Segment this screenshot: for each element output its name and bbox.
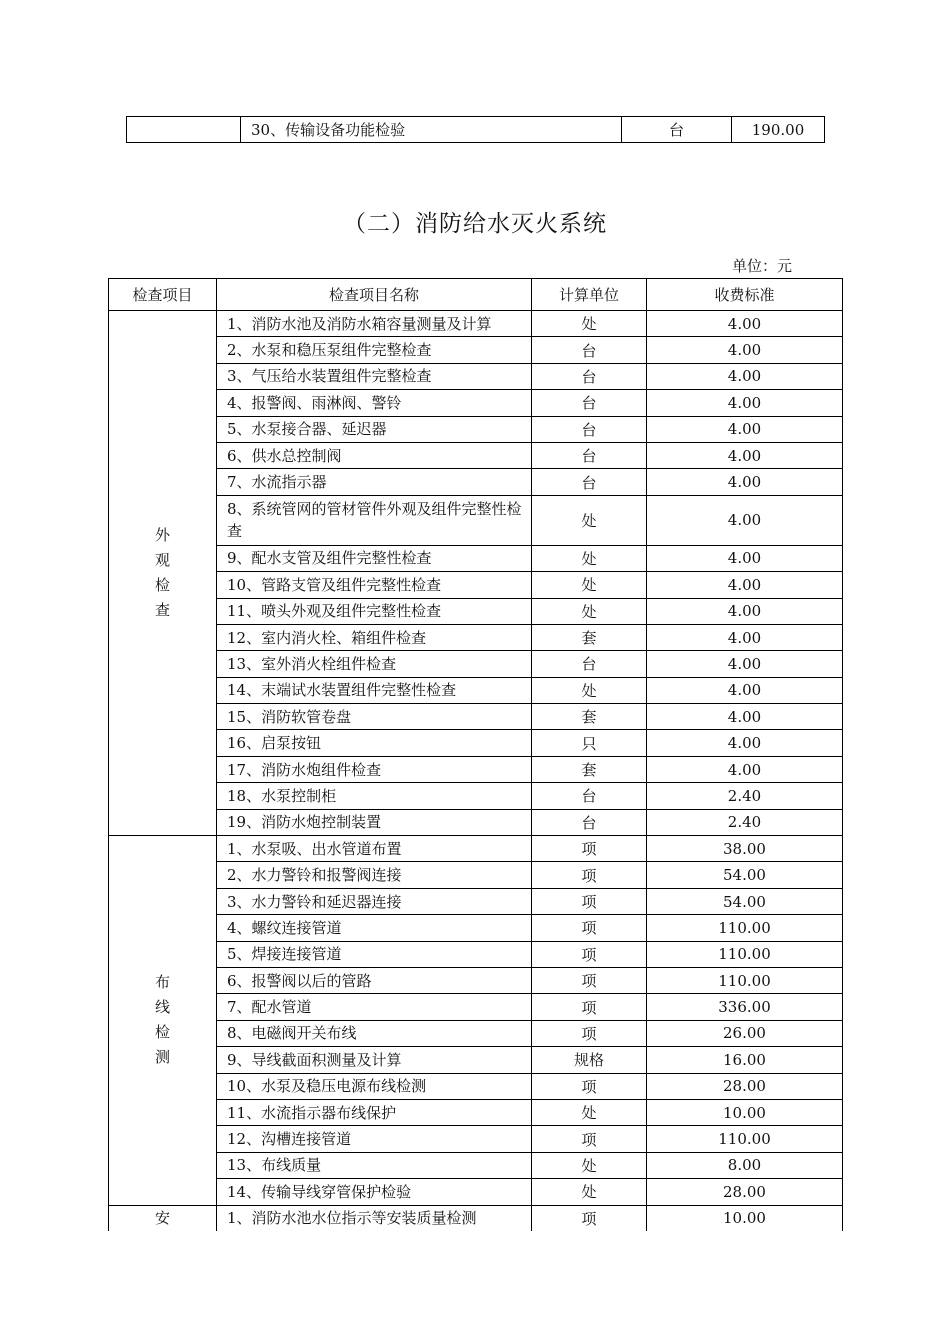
unit-cell: 处 — [532, 495, 647, 545]
fee-cell: 4.00 — [647, 572, 843, 598]
fee-cell: 10.00 — [647, 1205, 843, 1231]
fee-cell: 10.00 — [647, 1099, 843, 1125]
unit-cell: 项 — [532, 1126, 647, 1152]
unit-note: 单位：元 — [732, 257, 793, 275]
item-name-cell: 1、消防水池及消防水箱容量测量及计算 — [217, 311, 532, 337]
unit-cell: 处 — [532, 311, 647, 337]
unit-cell: 处 — [532, 545, 647, 571]
unit-cell: 台 — [532, 390, 647, 416]
fee-cell: 4.00 — [647, 416, 843, 442]
table-row — [109, 545, 843, 571]
table-row — [109, 1126, 843, 1152]
unit-cell: 台 — [532, 442, 647, 468]
unit-cell: 规格 — [532, 1047, 647, 1073]
category-label — [155, 1206, 170, 1231]
table-row — [109, 363, 843, 389]
fee-cell: 110.00 — [647, 941, 843, 967]
unit-cell: 项 — [532, 1020, 647, 1046]
table-row — [109, 836, 843, 862]
unit-cell: 只 — [532, 730, 647, 756]
header-row — [109, 279, 843, 311]
fee-cell: 38.00 — [647, 836, 843, 862]
item-name-cell: 30、传输设备功能检验 — [241, 117, 622, 143]
fee-cell: 54.00 — [647, 888, 843, 914]
item-name-cell: 2、水泵和稳压泵组件完整检查 — [217, 337, 532, 363]
table-row — [109, 416, 843, 442]
table-row — [109, 1047, 843, 1073]
unit-cell: 项 — [532, 967, 647, 993]
fee-cell: 4.00 — [647, 311, 843, 337]
fee-cell: 26.00 — [647, 1020, 843, 1046]
category-label — [155, 970, 170, 1070]
unit-cell: 台 — [532, 651, 647, 677]
category-cell — [109, 311, 217, 836]
item-name-cell: 3、水力警铃和延迟器连接 — [217, 888, 532, 914]
fee-cell: 16.00 — [647, 1047, 843, 1073]
unit-cell: 项 — [532, 1073, 647, 1099]
table-row — [109, 1179, 843, 1205]
table-row — [109, 888, 843, 914]
unit-cell: 处 — [532, 1099, 647, 1125]
unit-cell: 项 — [532, 941, 647, 967]
item-name-cell: 2、水力警铃和报警阀连接 — [217, 862, 532, 888]
unit-cell: 处 — [532, 1152, 647, 1178]
unit-cell: 项 — [532, 994, 647, 1020]
fee-cell: 28.00 — [647, 1073, 843, 1099]
fee-cell: 4.00 — [647, 677, 843, 703]
table-row — [109, 469, 843, 495]
table-row — [109, 1020, 843, 1046]
item-name-cell: 12、室内消火栓、箱组件检查 — [217, 624, 532, 650]
item-name-cell: 14、末端试水装置组件完整性检查 — [217, 677, 532, 703]
header-unit: 计算单位 — [532, 279, 647, 311]
item-name-cell: 6、供水总控制阀 — [217, 442, 532, 468]
unit-cell: 处 — [532, 598, 647, 624]
category-char: 外 — [154, 526, 170, 545]
fee-cell: 4.00 — [647, 730, 843, 756]
header-item: 检查项目 — [109, 279, 217, 311]
table-row — [109, 704, 843, 730]
fee-cell: 2.40 — [647, 809, 843, 835]
table-row — [109, 809, 843, 835]
table-row — [109, 442, 843, 468]
unit-cell: 台 — [532, 416, 647, 442]
unit-cell: 项 — [532, 1205, 647, 1231]
table-row — [109, 598, 843, 624]
item-name-cell: 19、消防水炮控制装置 — [217, 809, 532, 835]
unit-cell: 项 — [532, 836, 647, 862]
item-name-cell: 6、报警阀以后的管路 — [217, 967, 532, 993]
unit-cell: 项 — [532, 915, 647, 941]
item-name-cell: 13、布线质量 — [217, 1152, 532, 1178]
unit-cell: 套 — [532, 704, 647, 730]
fee-cell: 8.00 — [647, 1152, 843, 1178]
fee-cell: 4.00 — [647, 495, 843, 545]
item-name-cell: 11、喷头外观及组件完整性检查 — [217, 598, 532, 624]
table-row — [109, 1205, 843, 1231]
table-row — [109, 1099, 843, 1125]
fee-cell: 2.40 — [647, 783, 843, 809]
category-cell — [109, 1205, 217, 1231]
table-row — [109, 390, 843, 416]
fee-cell: 110.00 — [647, 915, 843, 941]
item-name-cell: 15、消防软管卷盘 — [217, 704, 532, 730]
table-row — [109, 1152, 843, 1178]
item-name-cell: 5、焊接连接管道 — [217, 941, 532, 967]
table-row — [109, 862, 843, 888]
fee-table — [108, 278, 843, 1231]
item-name-cell: 13、室外消火栓组件检查 — [217, 651, 532, 677]
unit-cell: 项 — [532, 888, 647, 914]
fee-cell: 4.00 — [647, 442, 843, 468]
item-name-cell: 4、报警阀、雨淋阀、警铃 — [217, 390, 532, 416]
table-row — [109, 994, 843, 1020]
previous-section-table — [126, 116, 825, 143]
unit-cell: 台 — [532, 809, 647, 835]
category-char: 线 — [154, 998, 170, 1017]
table-row — [109, 1073, 843, 1099]
header-fee: 收费标准 — [647, 279, 843, 311]
item-name-cell: 7、配水管道 — [217, 994, 532, 1020]
item-name-cell: 8、系统管网的管材管件外观及组件完整性检查 — [217, 495, 532, 545]
category-label — [155, 523, 170, 623]
item-name-cell: 14、传输导线穿管保护检验 — [217, 1179, 532, 1205]
item-name-cell: 3、气压给水装置组件完整检查 — [217, 363, 532, 389]
fee-cell: 190.00 — [732, 117, 825, 143]
category-char: 检 — [154, 576, 170, 595]
unit-cell: 台 — [532, 783, 647, 809]
table-row — [109, 756, 843, 782]
category-char: 安 — [154, 1208, 170, 1227]
category-cell — [109, 836, 217, 1205]
fee-cell: 4.00 — [647, 704, 843, 730]
item-name-cell: 1、消防水池水位指示等安装质量检测 — [217, 1205, 532, 1231]
unit-cell: 台 — [532, 363, 647, 389]
item-name-cell: 17、消防水炮组件检查 — [217, 756, 532, 782]
item-name-cell: 18、水泵控制柜 — [217, 783, 532, 809]
fee-cell: 110.00 — [647, 1126, 843, 1152]
fee-cell: 4.00 — [647, 756, 843, 782]
item-name-cell: 10、水泵及稳压电源布线检测 — [217, 1073, 532, 1099]
item-name-cell: 9、配水支管及组件完整性检查 — [217, 545, 532, 571]
fee-cell: 4.00 — [647, 598, 843, 624]
unit-cell: 处 — [532, 1179, 647, 1205]
category-char: 测 — [154, 1048, 170, 1067]
table-row — [109, 624, 843, 650]
item-name-cell: 7、水流指示器 — [217, 469, 532, 495]
unit-cell: 台 — [532, 469, 647, 495]
item-name-cell: 8、电磁阀开关布线 — [217, 1020, 532, 1046]
category-char: 查 — [154, 601, 170, 620]
table-row — [109, 941, 843, 967]
table-row — [109, 915, 843, 941]
fee-cell: 110.00 — [647, 967, 843, 993]
table-row — [109, 783, 843, 809]
unit-cell: 台 — [532, 337, 647, 363]
fee-cell: 28.00 — [647, 1179, 843, 1205]
category-cell — [127, 117, 241, 143]
unit-cell: 套 — [532, 624, 647, 650]
table-row — [109, 572, 843, 598]
fee-cell: 4.00 — [647, 651, 843, 677]
fee-cell: 54.00 — [647, 862, 843, 888]
item-name-cell: 9、导线截面积测量及计算 — [217, 1047, 532, 1073]
table-row — [109, 730, 843, 756]
item-name-cell: 5、水泵接合器、延迟器 — [217, 416, 532, 442]
fee-cell: 4.00 — [647, 390, 843, 416]
unit-cell: 处 — [532, 677, 647, 703]
fee-cell: 4.00 — [647, 545, 843, 571]
category-char: 检 — [154, 1023, 170, 1042]
item-name-cell: 16、启泵按钮 — [217, 730, 532, 756]
category-char: 观 — [154, 551, 170, 570]
fee-cell: 4.00 — [647, 363, 843, 389]
item-name-cell: 10、管路支管及组件完整性检查 — [217, 572, 532, 598]
table-row — [109, 337, 843, 363]
fee-cell: 4.00 — [647, 337, 843, 363]
unit-cell: 台 — [622, 117, 732, 143]
unit-cell: 套 — [532, 756, 647, 782]
item-name-cell: 12、沟槽连接管道 — [217, 1126, 532, 1152]
table-row — [109, 495, 843, 545]
unit-cell: 项 — [532, 862, 647, 888]
table-row — [109, 967, 843, 993]
item-name-cell: 4、螺纹连接管道 — [217, 915, 532, 941]
table-row — [109, 311, 843, 337]
table-row — [127, 117, 825, 143]
table-row — [109, 651, 843, 677]
fee-cell: 336.00 — [647, 994, 843, 1020]
header-name: 检查项目名称 — [217, 279, 532, 311]
table-row — [109, 677, 843, 703]
category-char: 布 — [154, 973, 170, 992]
unit-cell: 处 — [532, 572, 647, 598]
fee-cell: 4.00 — [647, 469, 843, 495]
item-name-cell: 11、水流指示器布线保护 — [217, 1099, 532, 1125]
section-title: （二）消防给水灭火系统 — [343, 211, 607, 237]
fee-cell: 4.00 — [647, 624, 843, 650]
item-name-cell: 1、水泵吸、出水管道布置 — [217, 836, 532, 862]
